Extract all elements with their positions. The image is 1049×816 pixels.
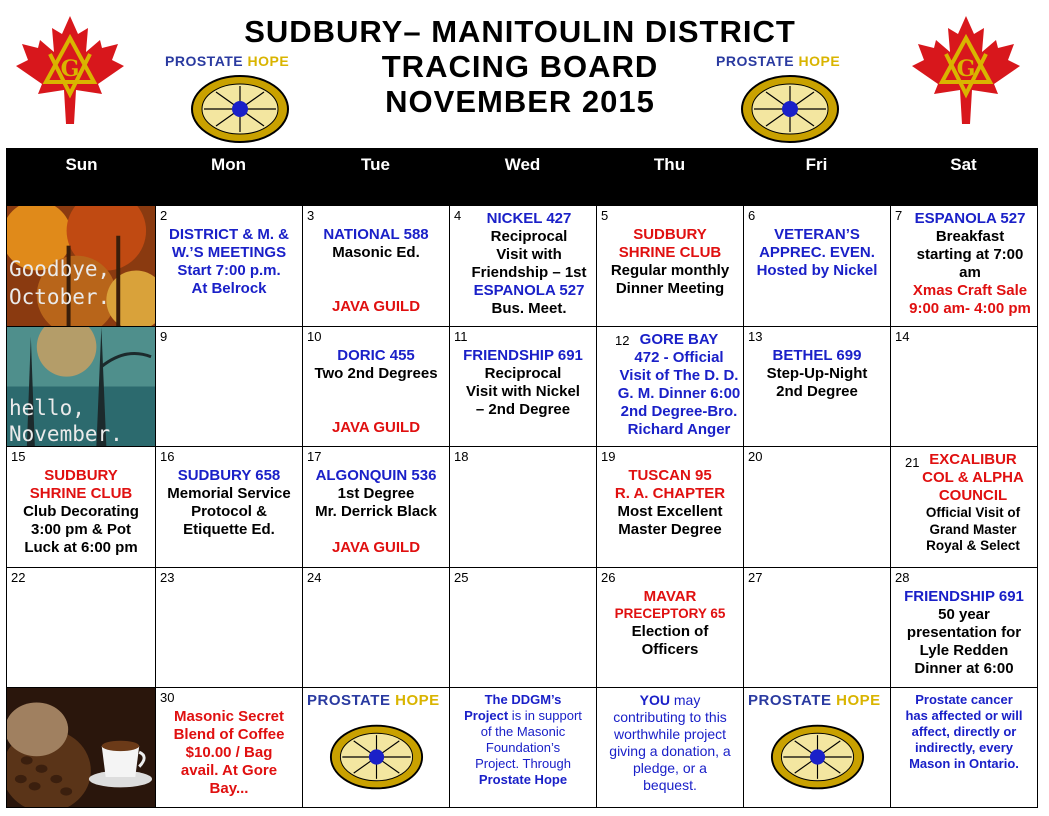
day-cell-7[interactable]: 7 ESPANOLA 527 Breakfast starting at 7:00 am Xmas Craft Sale 9:00 am- 4:00 pm [891,206,1037,327]
masonic-foundation-seal-icon [770,714,865,800]
weekday-sat: Sat [950,155,977,174]
day-cell-25[interactable]: 25 [450,568,597,688]
donation-note: YOU may contributing to this worthwhile project giving a donation, a pledge, or a bequest. [597,688,744,807]
prostate-hope-logo: PROSTATE HOPE [307,692,440,709]
weekday-mon: Mon [211,155,246,174]
day-cell-27[interactable]: 27 [744,568,891,688]
prostate-cancer-note: Prostate cancer has affected or will affect, directly or indirectly, every Mason in Ontario. [905,692,1023,771]
weekday-wed: Wed [504,155,541,174]
november-text: November. [9,422,123,446]
day-cell-18[interactable]: 18 [450,447,597,568]
day-cell-28[interactable]: 28 FRIENDSHIP 691 50 year presentation for Lyle Redden Dinner at 6:00 [891,568,1037,688]
day-cell-26[interactable]: 26 MAVAR PRECEPTORY 65 Election of Officers [597,568,744,688]
weekday-thu: Thu [653,155,686,174]
month-title: NOVEMBER 2015 [385,84,655,119]
calendar-grid [6,205,1038,808]
maple-leaf-masonic-icon [906,12,1026,132]
day-cell-17[interactable]: 17 ALGONQUIN 536 1st Degree Mr. Derrick Black JAVA GUILD [303,447,450,568]
day-cell-5[interactable]: 5 SUDBURY SHRINE CLUB Regular monthly Dinner Meeting [597,206,744,327]
weekday-tue: Tue [361,155,390,174]
day-cell-6[interactable]: 6 VETERAN’S APPREC. EVEN. Hosted by Nickel [744,206,891,327]
prostate-hope-logo: PROSTATE HOPE [165,53,290,69]
day-cell-30[interactable]: 30 Masonic Secret Blend of Coffee $10.00 / Bag avail. At Gore Bay... [156,688,303,807]
weekday-header [6,148,1038,205]
day-cell-20[interactable]: 20 [744,447,891,568]
coffee-cup-icon [7,688,155,807]
day-cell-3[interactable]: 3 NATIONAL 588 Masonic Ed. JAVA GUILD [303,206,450,327]
day-cell-22[interactable]: 22 [7,568,156,688]
day-cell-11[interactable]: 11 FRIENDSHIP 691 Reciprocal Visit with Nickel – 2nd Degree [450,327,597,447]
october-text: October. [9,285,111,309]
day-cell-4[interactable]: 4 NICKEL 427 Reciprocal Visit with Friendship – 1st ESPANOLA 527 Bus. Meet. [450,206,597,327]
maple-leaf-masonic-icon [10,12,130,132]
masonic-foundation-seal-icon [329,714,424,800]
prostate-hope-logo: PROSTATE HOPE [716,53,841,69]
ddgm-project-note: The DDGM’s Project is in support of the Masonic Foundation’s Project. Through Prostate Hope [450,688,597,807]
day-cell-10[interactable]: 10 DORIC 455 Two 2nd Degrees JAVA GUILD [303,327,450,447]
day-cell-19[interactable]: 19 TUSCAN 95 R. A. CHAPTER Most Excellent Master Degree [597,447,744,568]
prostate-hope-cell [303,688,450,807]
day-cell-15[interactable]: 15 SUDBURY SHRINE CLUB Club Decorating 3:00 pm & Pot Luck at 6:00 pm [7,447,156,568]
weekday-sun: Sun [65,155,98,174]
day-cell-21[interactable]: 21 EXCALIBUR COL & ALPHA COUNCIL Official Visit of Grand Master Royal & Select [891,447,1037,568]
weekday-fri: Fri [805,155,828,174]
day-cell-16[interactable]: 16 SUDBURY 658 Memorial Service Protocol & Etiquette Ed. [156,447,303,568]
calendar-header [0,0,1049,148]
page-title: SUDBURY– MANITOULIN DISTRICT [244,14,796,49]
prostate-hope-logo: PROSTATE HOPE [748,692,881,709]
day-cell-23[interactable]: 23 [156,568,303,688]
day-cell-24[interactable]: 24 [303,568,450,688]
day-cell-9[interactable]: 9 [156,327,303,447]
hello-november-photo [7,327,156,447]
prostate-hope-cell [744,688,891,807]
day-cell-2[interactable]: 2 DISTRICT & M. & W.’S MEETINGS Start 7:00 p.m. At Belrock [156,206,303,327]
goodbye-october-photo [7,206,156,327]
day-cell-14[interactable]: 14 [891,327,1037,447]
coffee-photo [7,688,156,807]
day-cell-12[interactable]: 12 GORE BAY 472 - Official Visit of The D. D. G. M. Dinner 6:00 2nd Degree-Bro. Richard Anger [597,327,744,447]
hello-text: hello, [9,396,85,420]
day-cell-13[interactable]: 13 BETHEL 699 Step-Up-Night 2nd Degree [744,327,891,447]
goodbye-text: Goodbye, [9,257,111,281]
page-subtitle: TRACING BOARD [381,49,659,84]
